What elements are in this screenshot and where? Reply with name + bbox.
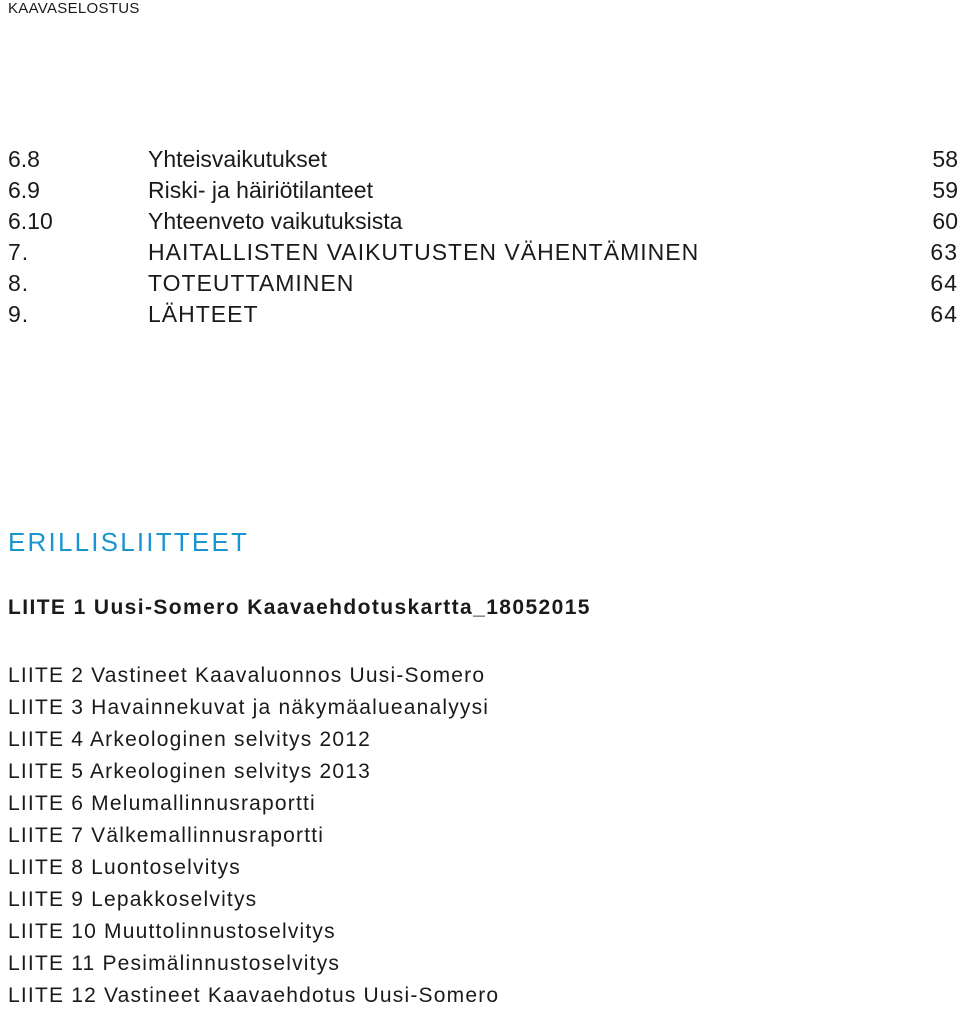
toc-title: Yhteenveto vaikutuksista bbox=[148, 208, 403, 234]
attachment-item: LIITE 4 Arkeologinen selvitys 2012 bbox=[8, 728, 371, 751]
toc-title: LÄHTEET bbox=[148, 301, 259, 327]
toc-title: TOTEUTTAMINEN bbox=[148, 270, 355, 296]
table-of-contents bbox=[8, 144, 958, 330]
toc-row-chapter bbox=[8, 268, 958, 299]
toc-number: 8. bbox=[8, 270, 30, 296]
attachment-item: LIITE 6 Melumallinnusraportti bbox=[8, 792, 316, 815]
attachment-item: LIITE 10 Muuttolinnustoselvitys bbox=[8, 920, 336, 943]
attachment-item: LIITE 3 Havainnekuvat ja näkymäalueanalyysi bbox=[8, 696, 490, 719]
attachment-item: LIITE 12 Vastineet Kaavaehdotus Uusi-Somero bbox=[8, 984, 500, 1007]
toc-title: Riski- ja häiriötilanteet bbox=[148, 177, 373, 203]
toc-page-number: 59 bbox=[932, 177, 958, 203]
running-header: KAAVASELOSTUS bbox=[8, 0, 140, 17]
toc-page-number: 63 bbox=[930, 239, 958, 265]
attachment-item: LIITE 5 Arkeologinen selvitys 2013 bbox=[8, 760, 371, 783]
toc-page-number: 64 bbox=[930, 270, 958, 296]
toc-page-number: 58 bbox=[932, 146, 958, 172]
toc-row-chapter bbox=[8, 237, 958, 268]
toc-row-chapter bbox=[8, 299, 958, 330]
toc-page-number: 64 bbox=[930, 301, 958, 327]
toc-row bbox=[8, 144, 958, 175]
toc-number: 6.9 bbox=[8, 177, 40, 203]
attachment-item: LIITE 9 Lepakkoselvitys bbox=[8, 888, 258, 911]
toc-page-number: 60 bbox=[932, 208, 958, 234]
attachment-list bbox=[8, 660, 499, 1012]
toc-row bbox=[8, 175, 958, 206]
toc-title: HAITALLISTEN VAIKUTUSTEN VÄHENTÄMINEN bbox=[148, 239, 700, 265]
toc-number: 6.10 bbox=[8, 208, 53, 234]
attachment-item-main-map: LIITE 1 Uusi-Somero Kaavaehdotuskartta_18052015 bbox=[8, 596, 591, 619]
toc-number: 7. bbox=[8, 239, 30, 265]
toc-number: 9. bbox=[8, 301, 30, 327]
toc-number: 6.8 bbox=[8, 146, 40, 172]
toc-title: Yhteisvaikutukset bbox=[148, 146, 327, 172]
attachment-item: LIITE 8 Luontoselvitys bbox=[8, 856, 242, 879]
attachment-item: LIITE 2 Vastineet Kaavaluonnos Uusi-Somero bbox=[8, 664, 486, 687]
attachment-item: LIITE 7 Välkemallinnusraportti bbox=[8, 824, 325, 847]
toc-row bbox=[8, 206, 958, 237]
attachments-heading: ERILLISLIITTEET bbox=[8, 527, 250, 557]
attachment-item: LIITE 11 Pesimälinnustoselvitys bbox=[8, 952, 341, 975]
